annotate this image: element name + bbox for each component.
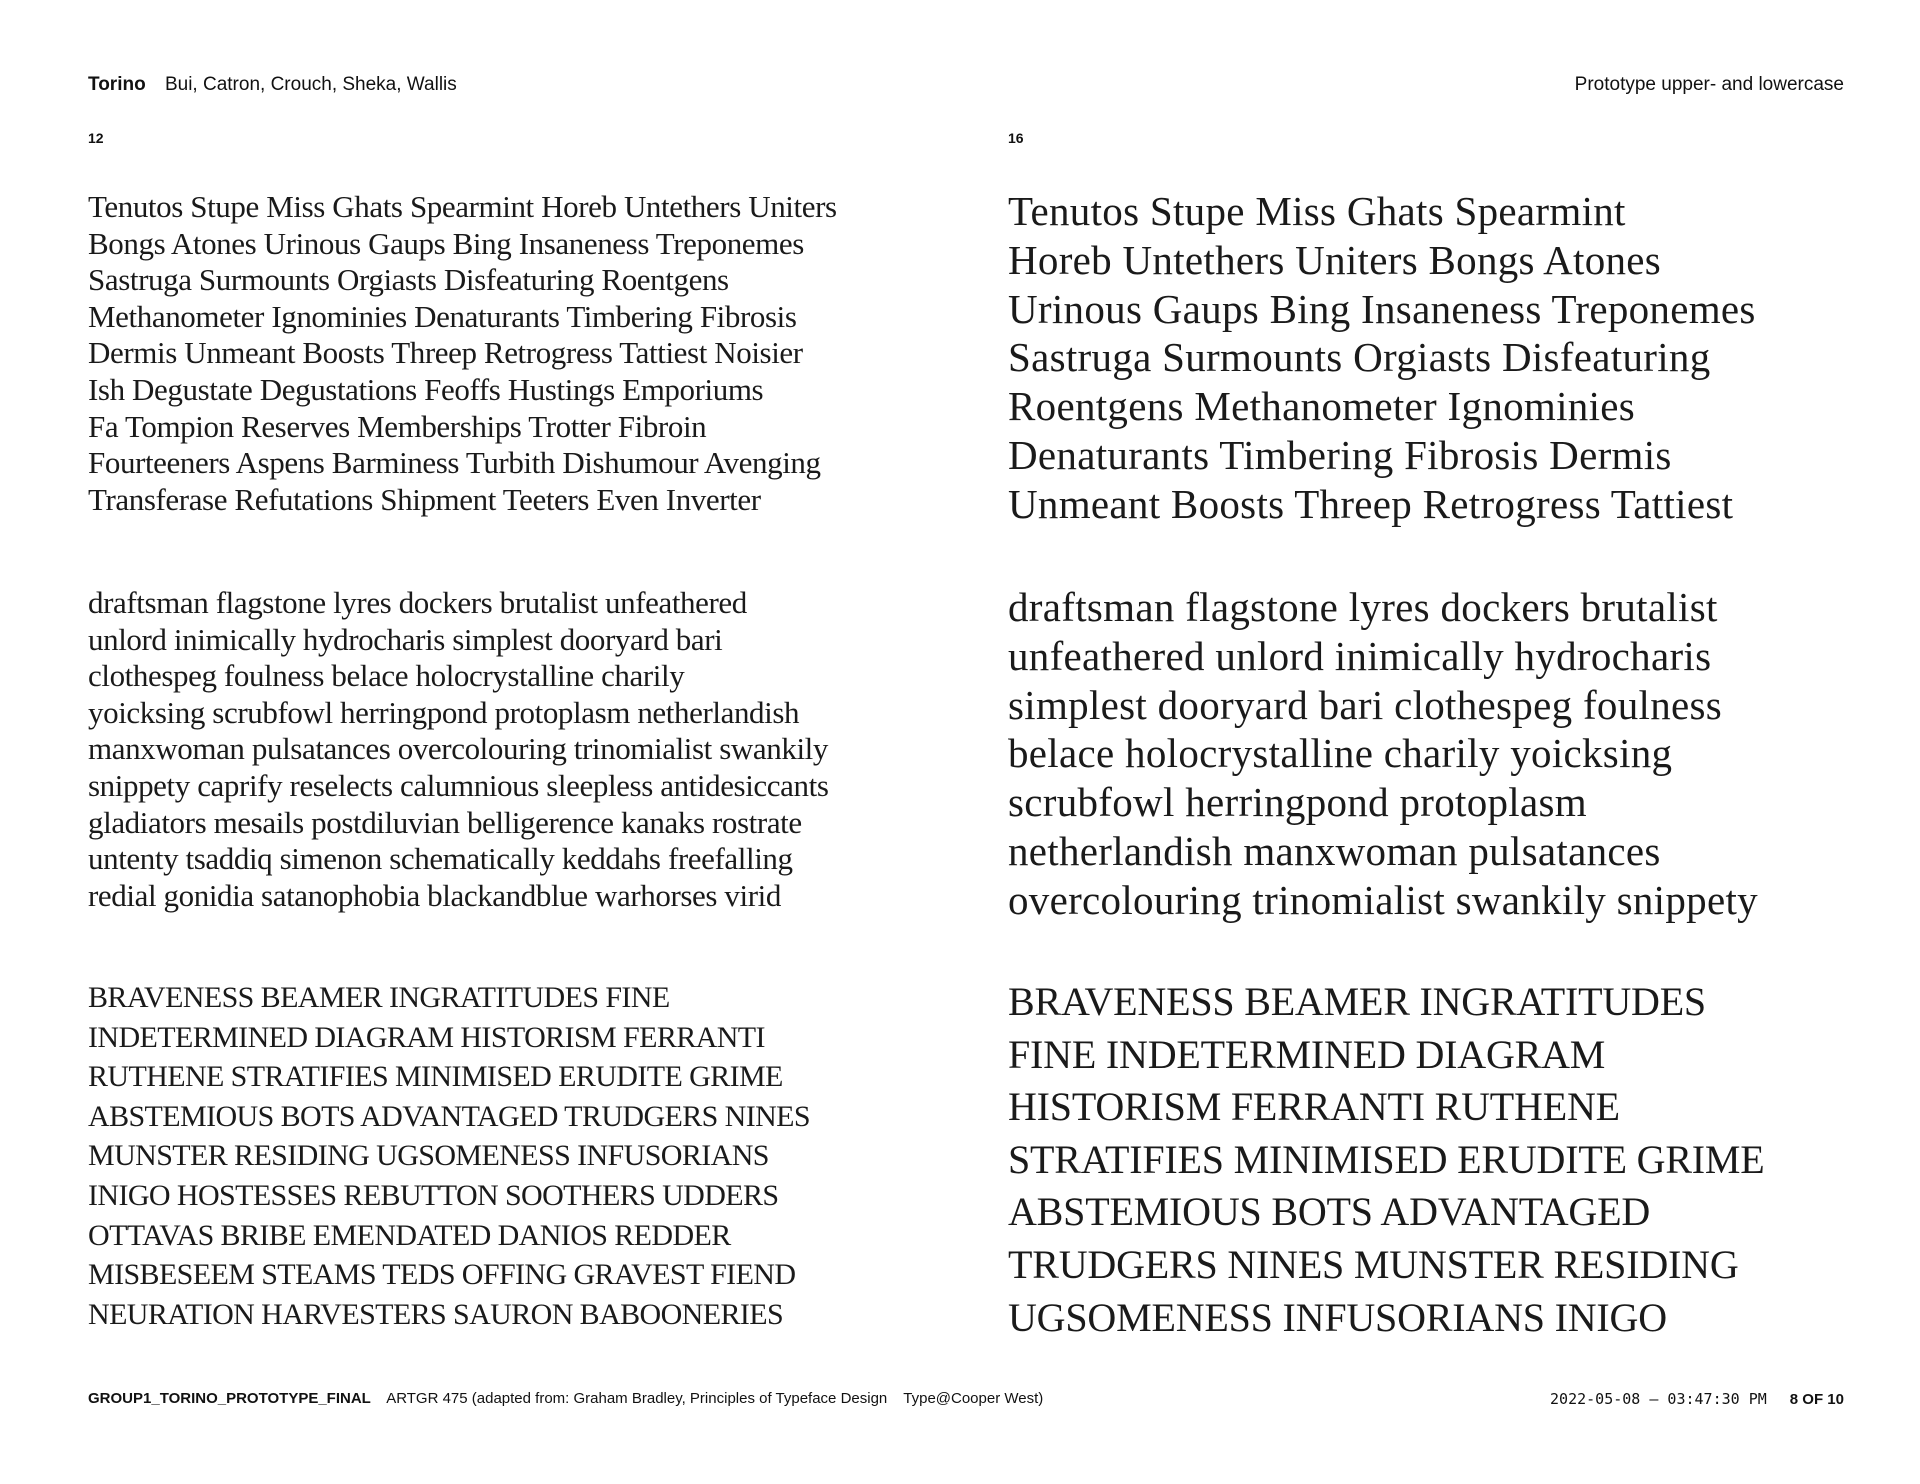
specimen-line: Transferase Refutations Shipment Teeters Even Inverter bbox=[88, 481, 761, 517]
specimen-line: Unmeant Boosts Threep Retrogress Tattiest bbox=[1008, 480, 1734, 527]
course-info: ARTGR 475 (adapted from: Graham Bradley, Principles of Typeface Design bbox=[386, 1390, 888, 1407]
specimen-line: OTTAVAS BRIBE EMENDATED DANIOS REDDER bbox=[88, 1218, 731, 1252]
specimen-line: HISTORISM FERRANTI RUTHENE bbox=[1008, 1084, 1620, 1130]
specimen-line: Tenutos Stupe Miss Ghats Spearmint bbox=[1008, 188, 1626, 234]
specimen-line: Fourteeners Aspens Barminess Turbith Dishumour Avenging bbox=[88, 445, 821, 481]
uppercase-specimen-left bbox=[88, 978, 810, 1334]
specimen-line: Fa Tompion Reserves Memberships Trotter Fibroin bbox=[88, 408, 707, 444]
specimen-line: MUNSTER RESIDING UGSOMENESS INFUSORIANS bbox=[88, 1139, 769, 1173]
specimen-line: Denaturants Timbering Fibrosis Dermis bbox=[1008, 431, 1672, 478]
typeface-title: Torino bbox=[88, 74, 146, 95]
specimen-line: STRATIFIES MINIMISED ERUDITE GRIME bbox=[1008, 1136, 1765, 1182]
authors: Bui, Catron, Crouch, Sheka, Wallis bbox=[164, 74, 457, 95]
specimen-line: untenty tsaddiq simenon schematically keddahs freefalling bbox=[88, 841, 793, 877]
specimen-line: unfeathered unlord inimically hydrocharis bbox=[1008, 632, 1712, 679]
specimen-line: draftsman flagstone lyres dockers brutalist bbox=[1008, 584, 1718, 630]
running-header bbox=[88, 74, 457, 96]
specimen-line: Methanometer Ignominies Denaturants Timbering Fibrosis bbox=[88, 298, 797, 334]
specimen-line: simplest dooryard bari clothespeg foulness bbox=[1008, 681, 1723, 728]
specimen-line: redial gonidia satanophobia blackandblue warhorses virid bbox=[88, 877, 781, 913]
specimen-line: unlord inimically hydrocharis simplest dooryard bari bbox=[88, 621, 723, 657]
specimen-line: Ish Degustate Degustations Feoffs Hustings Emporiums bbox=[88, 371, 764, 407]
specimen-line: gladiators mesails postdiluvian belligerence kanaks rostrate bbox=[88, 804, 802, 840]
specimen-line: ABSTEMIOUS BOTS ADVANTAGED bbox=[1008, 1189, 1651, 1235]
lowercase-specimen-right bbox=[1008, 583, 1758, 925]
file-name: GROUP1_TORINO_PROTOTYPE_FINAL bbox=[88, 1390, 371, 1407]
footer-meta bbox=[1550, 1390, 1844, 1408]
specimen-line: TRUDGERS NINES MUNSTER RESIDING bbox=[1008, 1241, 1739, 1287]
lowercase-specimen-left bbox=[88, 585, 828, 914]
specimen-line: Sastruga Surmounts Orgiasts Disfeaturing Roentgens bbox=[88, 262, 729, 298]
timestamp: 2022-05-08 — 03:47:30 PM bbox=[1550, 1390, 1767, 1408]
specimen-line: NEURATION HARVESTERS SAURON BABOONERIES bbox=[88, 1297, 784, 1331]
specimen-line: UGSOMENESS INFUSORIANS INIGO bbox=[1008, 1294, 1667, 1340]
page-number: 8 OF 10 bbox=[1789, 1391, 1844, 1408]
specimen-line: INDETERMINED DIAGRAM HISTORISM FERRANTI bbox=[88, 1020, 765, 1054]
mixed-case-specimen-left bbox=[88, 189, 837, 518]
point-size-label-right: 16 bbox=[1008, 130, 1024, 146]
uppercase-specimen-right bbox=[1008, 976, 1765, 1344]
specimen-line: Tenutos Stupe Miss Ghats Spearmint Horeb Untethers Uniters bbox=[88, 189, 837, 224]
section-title: Prototype upper- and lowercase bbox=[1574, 74, 1844, 95]
specimen-line: ABSTEMIOUS BOTS ADVANTAGED TRUDGERS NINES bbox=[88, 1099, 810, 1133]
specimen-line: BRAVENESS BEAMER INGRATITUDES FINE bbox=[88, 981, 670, 1014]
specimen-line: belace holocrystalline charily yoicksing bbox=[1008, 730, 1673, 777]
footer-info bbox=[88, 1390, 1043, 1407]
specimen-line: INIGO HOSTESSES REBUTTON SOOTHERS UDDERS bbox=[88, 1178, 779, 1212]
specimen-line: RUTHENE STRATIFIES MINIMISED ERUDITE GRIME bbox=[88, 1060, 783, 1094]
specimen-line: BRAVENESS BEAMER INGRATITUDES bbox=[1008, 979, 1706, 1024]
specimen-line: overcolouring trinomialist swankily snippety bbox=[1008, 876, 1758, 923]
specimen-line: Roentgens Methanometer Ignominies bbox=[1008, 383, 1636, 430]
specimen-line: MISBESEEM STEAMS TEDS OFFING GRAVEST FIEND bbox=[88, 1258, 796, 1292]
specimen-line: manxwoman pulsatances overcolouring trinomialist swankily bbox=[88, 731, 828, 767]
specimen-line: snippety caprify reselects calumnious sleepless antidesiccants bbox=[88, 767, 829, 803]
credit-info: Type@Cooper West) bbox=[903, 1390, 1044, 1407]
specimen-line: Sastruga Surmounts Orgiasts Disfeaturing bbox=[1008, 334, 1711, 381]
point-size-label-left: 12 bbox=[88, 130, 104, 146]
specimen-line: draftsman flagstone lyres dockers brutalist unfeathered bbox=[88, 585, 747, 620]
specimen-line: Urinous Gaups Bing Insaneness Treponemes bbox=[1008, 285, 1756, 332]
specimen-line: yoicksing scrubfowl herringpond protoplasm netherlandish bbox=[88, 694, 800, 730]
specimen-line: Horeb Untethers Uniters Bongs Atones bbox=[1008, 236, 1662, 283]
specimen-line: Dermis Unmeant Boosts Threep Retrogress Tattiest Noisier bbox=[88, 335, 803, 371]
specimen-line: netherlandish manxwoman pulsatances bbox=[1008, 827, 1661, 874]
mixed-case-specimen-right bbox=[1008, 187, 1756, 529]
specimen-line: scrubfowl herringpond protoplasm bbox=[1008, 779, 1587, 826]
specimen-line: clothespeg foulness belace holocrystalline charily bbox=[88, 658, 685, 694]
specimen-line: FINE INDETERMINED DIAGRAM bbox=[1008, 1031, 1606, 1077]
specimen-line: Bongs Atones Urinous Gaups Bing Insaneness Treponemes bbox=[88, 225, 804, 261]
